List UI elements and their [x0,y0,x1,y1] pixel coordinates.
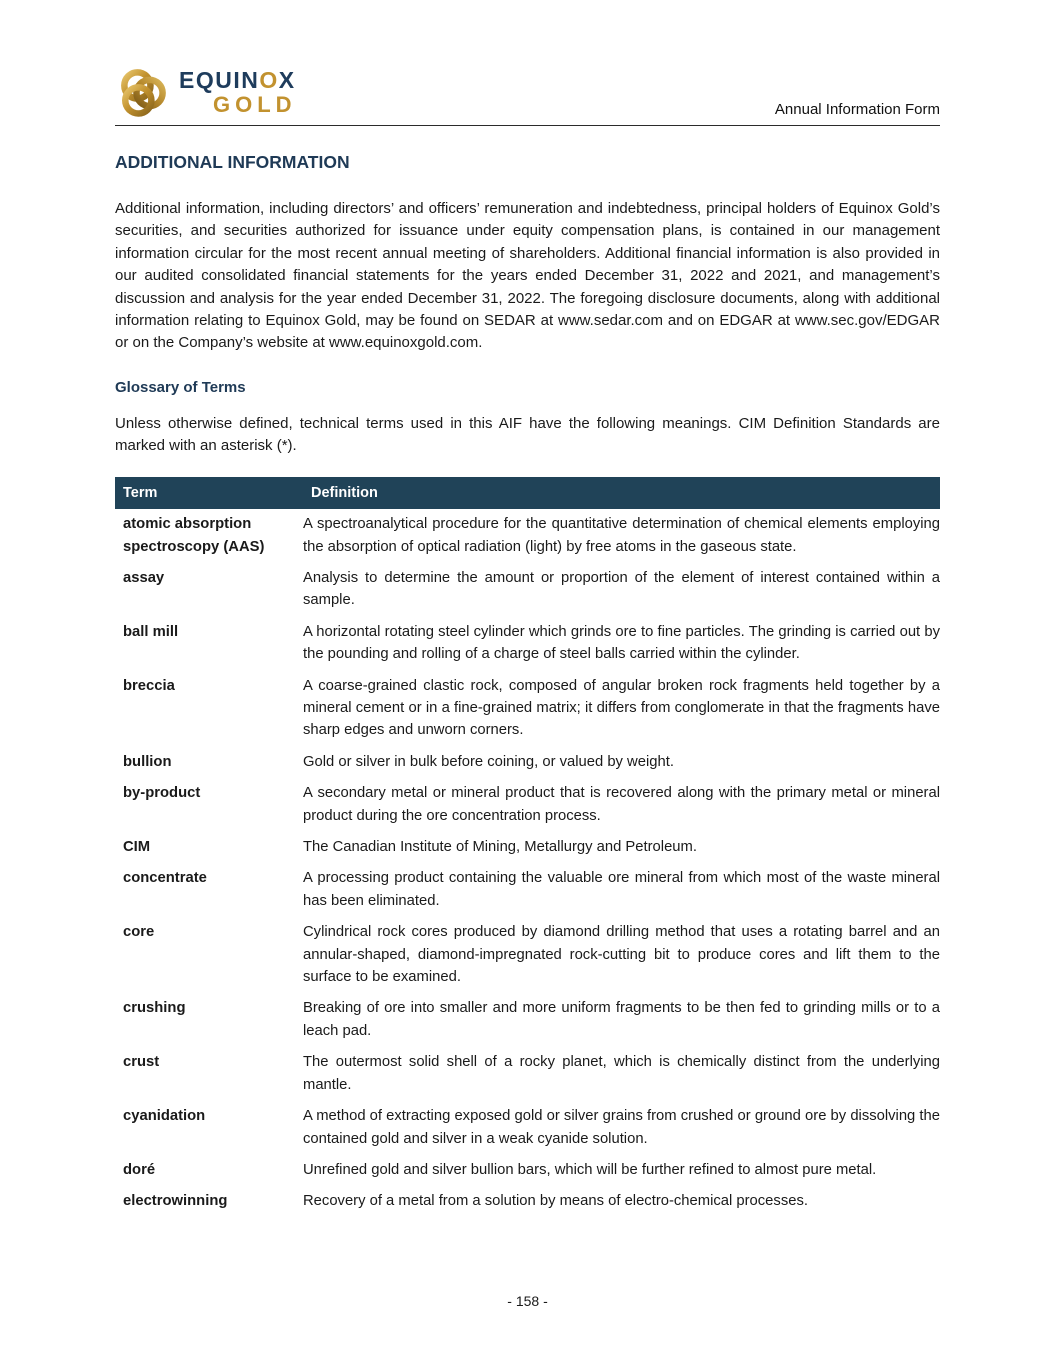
glossary-note: Unless otherwise defined, technical terms used in this AIF have the following meanings. CIM Definition Standards are marked with an asterisk (*). [115,414,940,455]
page-header [115,64,940,126]
term-cell: CIM [123,839,151,856]
definition-cell: Recovery of a metal from a solution by means of electro-chemical processes. [303,1193,808,1210]
definition-cell: Breaking of ore into smaller and more uniform fragments to be then fed to grinding mills or to a leach pad. [303,1000,940,1039]
column-header-term: Term [115,477,303,509]
page-number: - 158 - [507,1293,548,1309]
intro-paragraph: Additional information, including directors’ and officers’ remuneration and indebtedness, principal holders of Equinox Gold’s securities, and securities authorized for issuance under equity compensation plans, is contained in our management information circular for the most recent annual meeting of shareholders. Additional financial information is also provided in our audited consolidated financial statements for the years ended December 31, 2022 and 2021, and management’s discussion and analysis for the year ended December 31, 2022. The foregoing disclosure documents, along with additional information relating to Equinox Gold, may be found on SEDAR at www.sedar.com and on EDGAR at www.sec.gov/EDGAR or on the Company’s website at www.equinoxgold.com. [115,200,940,352]
glossary-row [115,1047,940,1101]
term-cell: electrowinning [123,1193,228,1210]
document-title: Annual Information Form [774,101,940,118]
column-header-definition: Definition [303,477,940,509]
term-cell: breccia [123,677,175,694]
logo-text-gold-o: O [259,66,279,93]
definition-cell: Analysis to determine the amount or proportion of the element of interest contained within a sample. [303,569,940,609]
glossary-title: Glossary of Terms [115,378,246,396]
logo-line-equinox [179,66,297,93]
glossary-row [115,670,940,746]
definition-cell: Gold or silver in bulk before coining, or valued by weight. [303,753,674,770]
glossary-row [115,832,940,863]
logo-text-post: X [278,66,296,93]
definition-cell: A secondary metal or mineral product that is recovered along with the primary metal or mineral product during the ore concentration process. [303,785,940,824]
glossary-header-row [115,477,940,509]
definition-cell: Cylindrical rock cores produced by diamond drilling method that uses a rotating barrel and an annular-shaped, diamond-impregnated rock-cutting bit to produce cores and lift them to the surface to be examined. [303,924,940,986]
definition-cell: A processing product containing the valuable ore mineral from which most of the waste mineral has been eliminated. [303,870,940,909]
glossary-table-body [115,509,940,1218]
term-cell: crushing [123,1000,186,1017]
term-cell: doré [123,1161,156,1178]
equinox-gold-logo [115,64,297,120]
logo-wordmark [179,66,297,117]
glossary-row [115,1101,940,1155]
logo-knot-icon [115,64,171,120]
term-cell: ball mill [123,623,179,640]
term-cell: by-product [123,785,201,802]
term-cell: atomic absorption spectroscopy (AAS) [123,516,265,555]
glossary-row [115,746,940,777]
logo-line-gold: GOLD [213,91,297,117]
definition-cell: A horizontal rotating steel cylinder which grinds ore to fine particles. The grinding is carried out by the pounding and rolling of a charge of steel balls carried within the cylinder. [303,623,940,663]
term-cell: assay [123,569,165,586]
definition-cell: A method of extracting exposed gold or silver grains from crushed or ground ore by dissolving the contained gold and silver in a weak cyanide solution. [303,1108,940,1147]
definition-cell: The outermost solid shell of a rocky planet, which is chemically distinct from the underlying mantle. [303,1054,940,1093]
glossary-row [115,917,940,993]
glossary-row [115,863,940,917]
glossary-row [115,778,940,832]
definition-cell: A coarse-grained clastic rock, composed of angular broken rock fragments held together by a mineral cement or in a fine-grained matrix; it differs from conglomerate in that the fragments have sharp edges and unworn corners. [303,677,940,739]
glossary-table [115,477,940,1218]
term-cell: cyanidation [123,1108,206,1125]
glossary-table-header [115,477,940,509]
section-title: ADDITIONAL INFORMATION [115,152,350,172]
glossary-row [115,616,940,670]
glossary-row [115,993,940,1047]
glossary-row [115,1154,940,1185]
definition-cell: A spectroanalytical procedure for the quantitative determination of chemical elements employing the absorption of optical radiation (light) by free atoms in the gaseous state. [303,516,940,555]
term-cell: bullion [123,753,172,770]
term-cell: crust [123,1054,160,1071]
definition-cell: Unrefined gold and silver bullion bars, which will be further refined to almost pure metal. [303,1161,877,1178]
glossary-row [115,562,940,616]
logo-text-pre: EQUIN [179,66,260,93]
term-cell: concentrate [123,870,207,887]
term-cell: core [123,924,155,941]
definition-cell: The Canadian Institute of Mining, Metallurgy and Petroleum. [303,839,697,856]
glossary-row [115,1186,940,1217]
page-footer [0,1293,1055,1309]
glossary-row [115,509,940,563]
